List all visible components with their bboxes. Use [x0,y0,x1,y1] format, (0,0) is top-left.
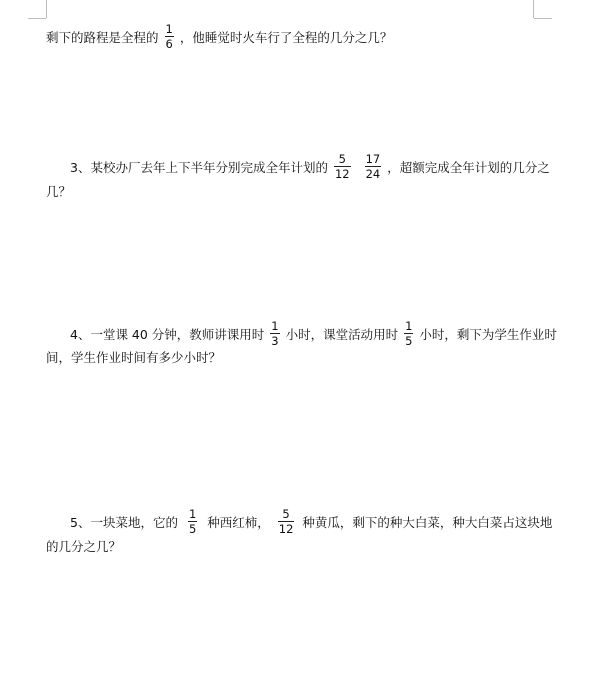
fraction-numerator: 1 [188,507,197,521]
q5-fraction-2 [278,507,295,536]
fraction-denominator: 3 [271,334,279,348]
fraction-numerator: 5 [282,507,290,521]
q5-text-3: 种黄瓜，剩下的种大白菜，种大白菜占这块地 [302,514,553,530]
q4-text-2: 小时，课堂活动用时 [285,326,399,342]
q4-fraction-2 [404,319,413,348]
crop-mark-top-left-vertical [46,0,47,18]
question-3-line-2 [46,182,71,216]
q3-text-3: 几？ [46,184,72,199]
q3-fraction-1 [334,152,351,181]
fraction-denominator: 5 [405,334,413,348]
crop-mark-top-right-horizontal [534,18,552,19]
q2-text-2: ，他睡觉时火车行了全程的几分之几？ [179,29,393,45]
fraction-numerator: 1 [405,319,413,333]
fraction-denominator: 5 [188,522,197,536]
crop-mark-top-left-horizontal [28,18,46,19]
q5-fraction-1 [188,507,197,536]
q3-text-1: 3、某校办厂去年上下半年分别完成全年计划的 [70,159,328,175]
q4-text-3: 小时，剩下为学生作业时 [419,326,557,342]
fraction-numerator: 1 [165,22,173,36]
fraction-numerator: 17 [365,152,381,166]
crop-mark-top-right-vertical [533,0,534,18]
fraction-denominator: 6 [165,37,173,51]
question-4-line-2 [46,348,221,382]
q3-text-2: ，超额完成全年计划的几分之 [387,159,550,175]
q4-fraction-1 [270,319,279,348]
q5-text-2: 种西红柿， [207,514,270,530]
question-3-line-1 [70,152,550,186]
fraction-denominator: 24 [365,167,381,181]
fraction-denominator: 12 [278,522,294,536]
q4-text-1: 4、一堂课 40 分钟，教师讲课用时 [70,326,265,342]
q2-text-1: 剩下的路程是全程的 [46,29,159,45]
question-5-line-1 [70,507,552,541]
fraction-denominator: 12 [334,167,350,181]
q3-fraction-2 [365,152,382,181]
question-5-line-2 [46,537,121,571]
q2-fraction-1 [165,22,174,51]
question-2-tail-line [46,22,392,56]
fraction-numerator: 1 [271,319,279,333]
q4-text-4: 间，学生作业时间有多少小时？ [46,350,222,365]
fraction-numerator: 5 [338,152,346,166]
q5-text-1: 5、一块菜地，它的 [70,514,178,530]
q5-text-4: 的几分之几？ [46,539,122,554]
